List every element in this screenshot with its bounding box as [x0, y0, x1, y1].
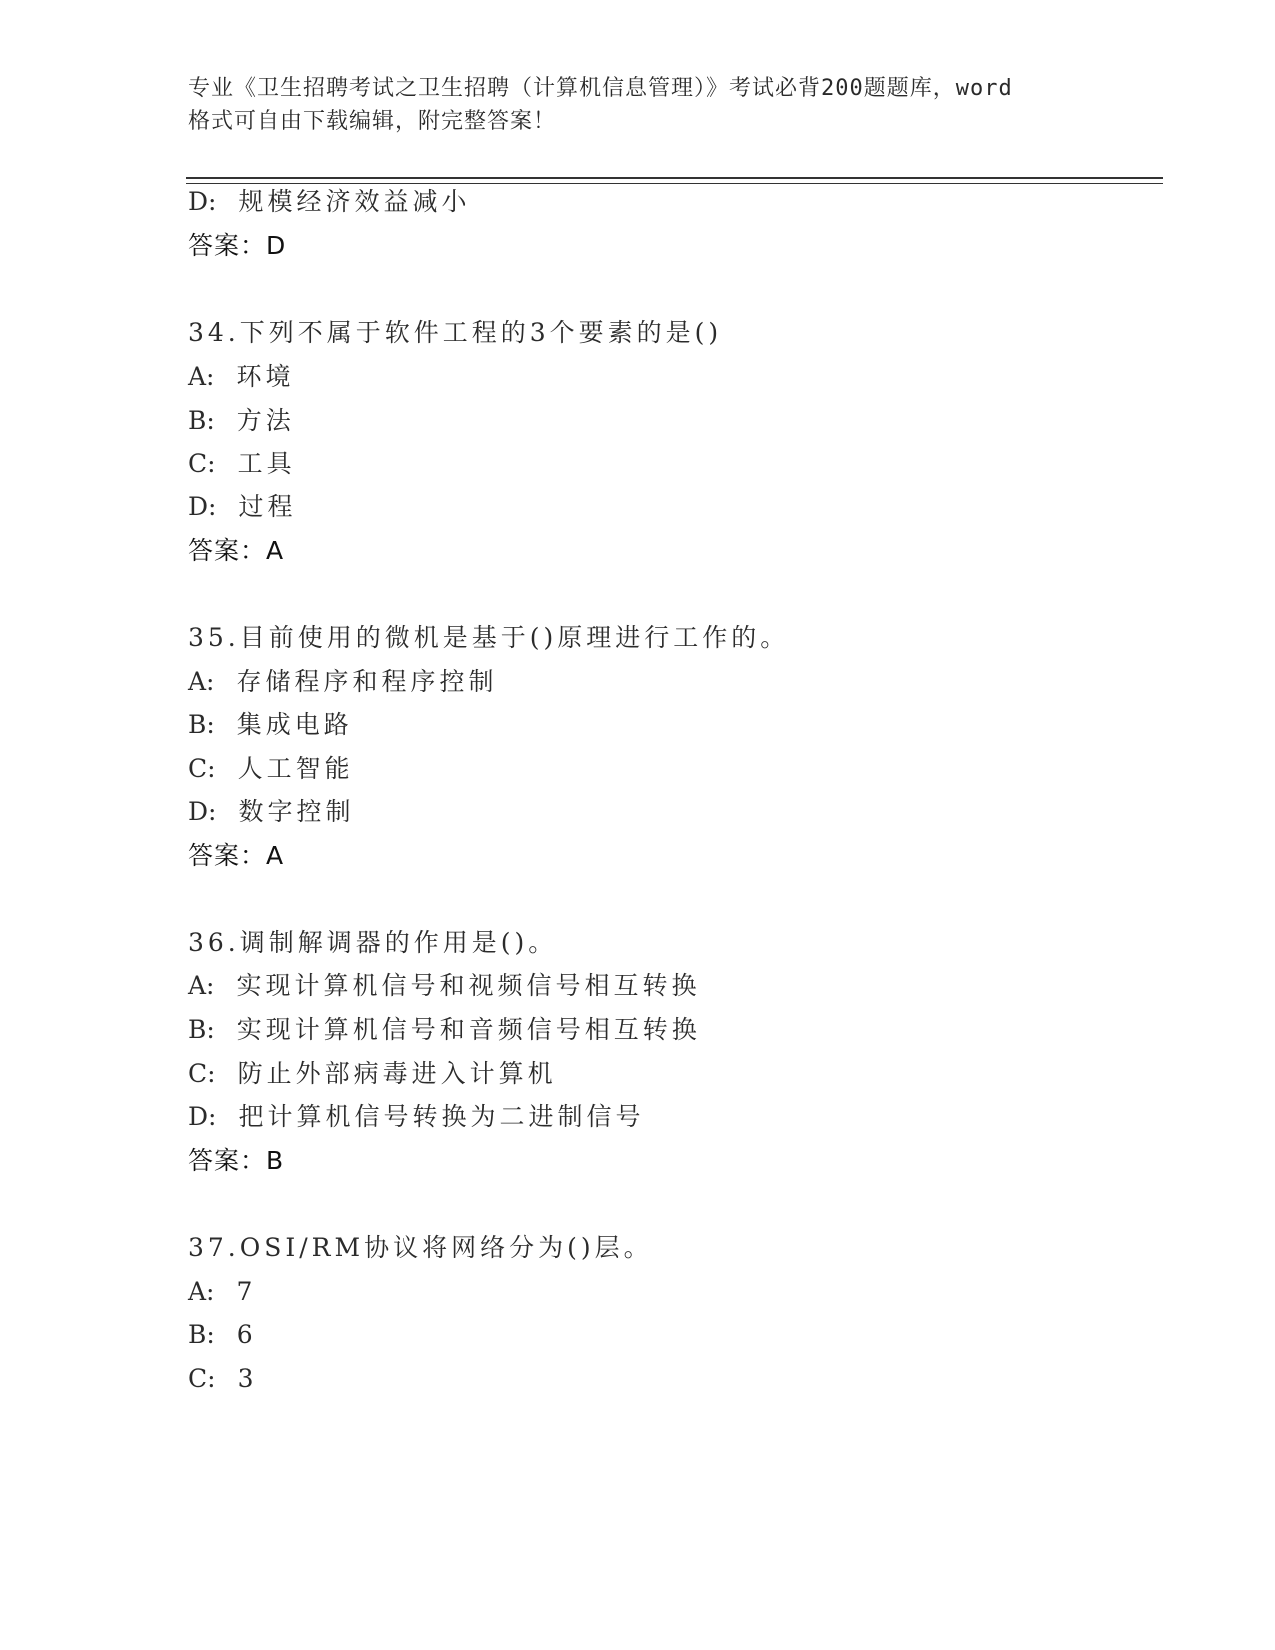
- header-line-2: 格式可自由下载编辑，附完整答案！: [188, 109, 557, 134]
- option-text: 3: [237, 1364, 258, 1393]
- question-stem-37: 37.OSI/RM协议将网络分为()层。: [188, 1233, 653, 1262]
- option-label: A:: [188, 971, 215, 1000]
- option-label: B:: [188, 1320, 215, 1349]
- option-label: C:: [188, 754, 216, 783]
- option-34-b: [188, 405, 295, 437]
- option-d-prev: [188, 186, 470, 218]
- option-label: C:: [188, 1059, 216, 1088]
- option-text: 规模经济效益减小: [238, 187, 471, 216]
- option-label: C:: [188, 1364, 216, 1393]
- option-text: 方法: [236, 406, 295, 435]
- option-34-a: [188, 361, 295, 393]
- option-36-c: [188, 1058, 557, 1090]
- option-36-d: [188, 1101, 644, 1133]
- option-34-c: [188, 448, 296, 480]
- option-text: 人工智能: [237, 754, 354, 783]
- option-text: 防止外部病毒进入计算机: [237, 1059, 557, 1088]
- option-label: B:: [188, 406, 215, 435]
- answer-36: 答案：B: [188, 1146, 285, 1175]
- option-36-a: [188, 970, 701, 1002]
- option-label: C:: [188, 449, 216, 478]
- option-text: 环境: [236, 362, 295, 391]
- option-text: 集成电路: [236, 710, 353, 739]
- question-stem-34: 34.下列不属于软件工程的3个要素的是(): [188, 318, 723, 347]
- header-rule-thin: [186, 183, 1163, 184]
- option-label: D:: [188, 1102, 217, 1131]
- option-37-c: [188, 1363, 257, 1395]
- header-line-1: 专业《卫生招聘考试之卫生招聘（计算机信息管理）》考试必背200题题库，word: [188, 76, 1013, 101]
- option-36-b: [188, 1014, 701, 1046]
- option-text: 7: [236, 1277, 257, 1306]
- option-text: 存储程序和程序控制: [236, 667, 498, 696]
- option-35-c: [188, 753, 354, 785]
- answer-34: 答案：A: [188, 536, 285, 565]
- answer-35: 答案：A: [188, 841, 285, 870]
- header-rule-thick: [186, 177, 1163, 179]
- document-header: [188, 72, 1108, 138]
- option-label: A:: [188, 667, 215, 696]
- option-37-a: [188, 1276, 256, 1308]
- option-35-d: [188, 796, 354, 828]
- option-text: 过程: [238, 492, 297, 521]
- question-stem-35: 35.目前使用的微机是基于()原理进行工作的。: [188, 623, 790, 652]
- option-text: 数字控制: [238, 797, 355, 826]
- option-35-b: [188, 709, 353, 741]
- option-label: D:: [188, 492, 217, 521]
- option-label: D:: [188, 187, 217, 216]
- option-text: 6: [236, 1320, 257, 1349]
- question-stem-36: 36.调制解调器的作用是()。: [188, 928, 558, 957]
- option-label: B:: [188, 1015, 215, 1044]
- option-text: 工具: [237, 449, 296, 478]
- answer-prev: 答案：D: [188, 231, 287, 260]
- option-text: 把计算机信号转换为二进制信号: [238, 1102, 645, 1131]
- option-label: B:: [188, 710, 215, 739]
- option-35-a: [188, 666, 498, 698]
- option-text: 实现计算机信号和视频信号相互转换: [236, 971, 701, 1000]
- option-text: 实现计算机信号和音频信号相互转换: [236, 1015, 701, 1044]
- option-label: D:: [188, 797, 217, 826]
- option-34-d: [188, 491, 296, 523]
- option-label: A:: [188, 362, 215, 391]
- option-37-b: [188, 1319, 257, 1351]
- option-label: A:: [188, 1277, 215, 1306]
